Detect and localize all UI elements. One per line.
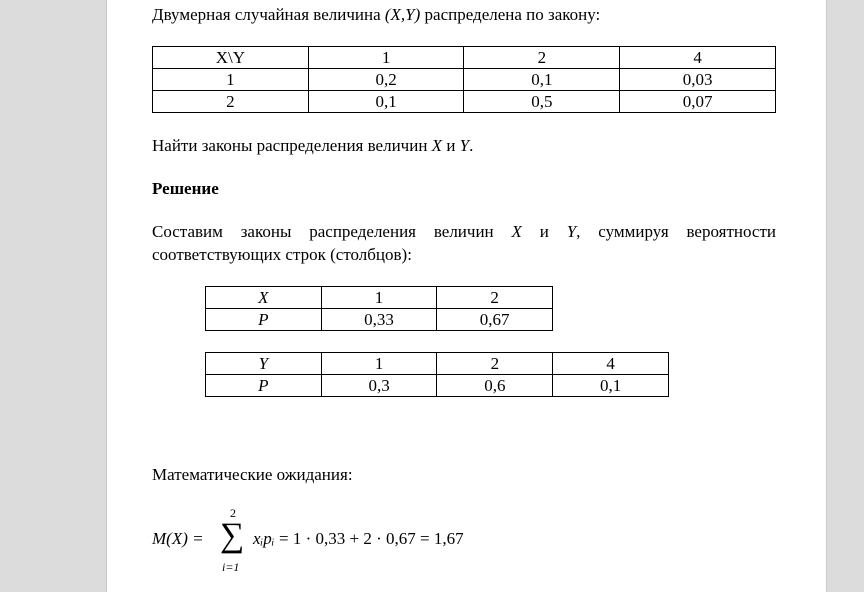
table-cell: 2 (437, 353, 553, 375)
table-cell: 0,5 (464, 91, 620, 113)
table-cell: 1 (321, 353, 437, 375)
table-row (206, 375, 669, 397)
table-cell: P (206, 309, 322, 331)
task-line (152, 136, 473, 156)
table-cell: Y (206, 353, 322, 375)
task-var-y: Y (459, 136, 470, 155)
table-cell: 0,07 (620, 91, 776, 113)
explain-line-1 (152, 222, 776, 242)
table-row (153, 69, 776, 91)
task-end: . (469, 136, 474, 155)
table-cell: 0,2 (308, 69, 464, 91)
intro-suffix: распределена по закону: (420, 5, 601, 24)
task-prefix: Найти законы распределения величин (152, 136, 432, 155)
table-cell: 4 (620, 47, 776, 69)
table-cell: 1 (308, 47, 464, 69)
explain-and: и (521, 222, 567, 241)
table-cell: 0,67 (437, 309, 553, 331)
table-cell: 0,03 (620, 69, 776, 91)
table-cell: 2 (464, 47, 620, 69)
table-cell: 2 (153, 91, 309, 113)
task-and: и (442, 136, 460, 155)
explain-line-2: соответствующих строк (столбцов): (152, 245, 412, 264)
table-cell: P (206, 375, 322, 397)
table-cell: 0,33 (321, 309, 437, 331)
table-cell: 4 (553, 353, 669, 375)
formula-lhs: M(X) = (152, 529, 204, 548)
explain-var-x: X (511, 222, 522, 241)
intro-prefix: Двумерная случайная величина (152, 5, 385, 24)
table-header-row (206, 287, 553, 309)
sum-lower-limit: i=1 (222, 560, 240, 574)
explain-var-y: Y (566, 222, 577, 241)
y-distribution-table (205, 352, 669, 397)
table-cell: 1 (321, 287, 437, 309)
table-cell: X (206, 287, 322, 309)
table-row (153, 91, 776, 113)
explain-text-a: Составим законы распределения величин (152, 222, 512, 241)
table-cell: 0,3 (321, 375, 437, 397)
sum-upper-limit: 2 (230, 506, 236, 520)
table-cell: 0,1 (553, 375, 669, 397)
table-row (206, 309, 553, 331)
table-cell: 0,1 (308, 91, 464, 113)
table-cell: 0,1 (464, 69, 620, 91)
joint-distribution-table (152, 46, 776, 113)
intro-line (152, 5, 600, 25)
table-cell: 2 (437, 287, 553, 309)
expectations-heading: Математические ожидания: (152, 465, 353, 484)
explain-text-b: , суммируя вероятности (576, 222, 776, 241)
table-cell: X\Y (153, 47, 309, 69)
table-header-row (153, 47, 776, 69)
document-page (106, 0, 827, 592)
sum-symbol: ∑ (220, 517, 245, 554)
table-header-row (206, 353, 669, 375)
intro-vars: (X,Y) (384, 5, 421, 24)
formula-rhs: = 1 · 0,33 + 2 · 0,67 = 1,67 (279, 529, 464, 548)
table-cell: 0,6 (437, 375, 553, 397)
formula-term: xᵢpᵢ (253, 529, 275, 548)
table-cell: 1 (153, 69, 309, 91)
x-distribution-table (205, 286, 553, 331)
task-var-x: X (431, 136, 443, 155)
solution-heading: Решение (152, 179, 219, 198)
